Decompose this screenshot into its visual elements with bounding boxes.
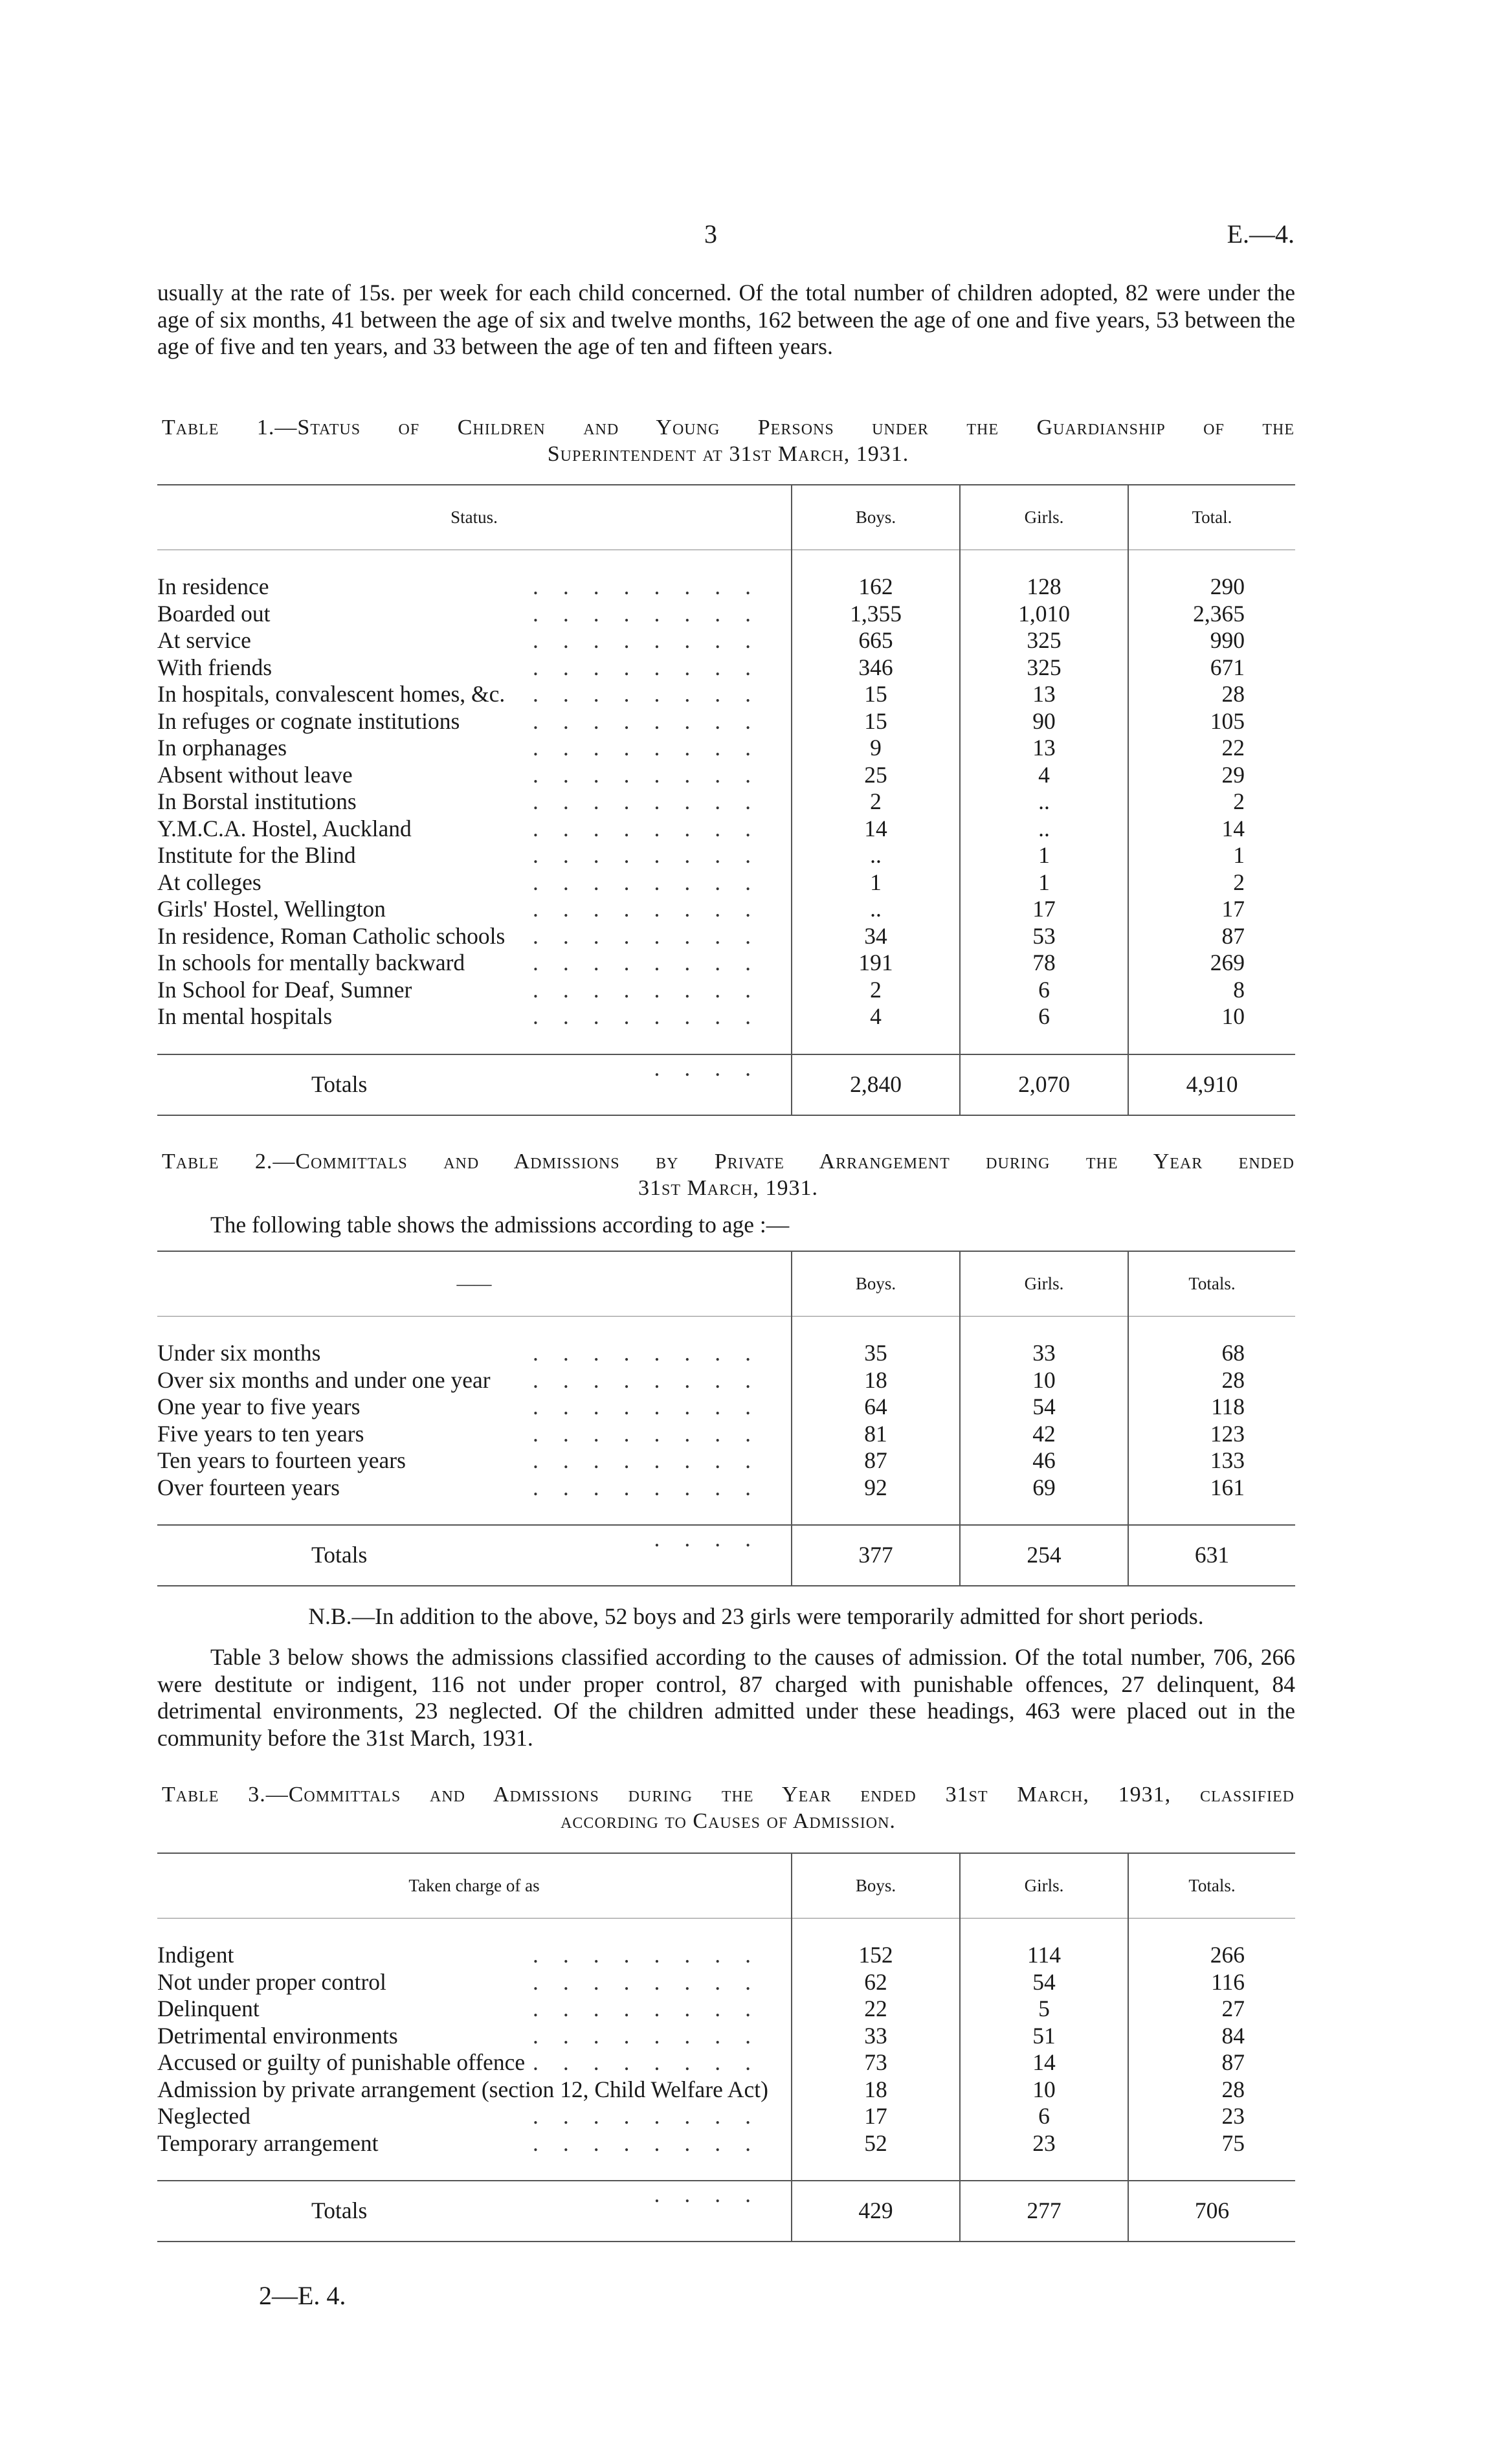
leader-dots: .... [654, 2181, 775, 2207]
table-row [157, 1474, 1295, 1502]
table-row [157, 681, 1295, 708]
cell-girls: 46 [960, 1447, 1128, 1474]
leader-dots: ........ [533, 1003, 775, 1029]
totals-cell-boys: 2,840 [792, 1054, 960, 1115]
cell-girls: 6 [960, 2103, 1128, 2130]
page-number: 3 [704, 219, 717, 249]
totals-cell-girls: 254 [960, 1525, 1128, 1586]
leader-dots: ........ [533, 922, 775, 949]
row-label [157, 2049, 792, 2076]
cell-boys: 73 [792, 2049, 960, 2076]
cell-girls: 78 [960, 950, 1128, 977]
row-label-text: In residence, Roman Catholic schools [157, 923, 509, 949]
totals-label [157, 2181, 792, 2242]
table3-intro-paragraph: Table 3 below shows the admissions classified according to the causes of admission. Of the total number, 706, 266 were destitute or indigent, 116 not under proper control, 87 charged with punishable offences, 27 delinquent, 84 detrimental environments, 23 neglected. Of the children admitted under these headings, 463 were placed out in the community before the 31st March, 1931. [157, 1644, 1295, 1751]
cell-girls: 1 [960, 842, 1128, 869]
cell-total: 671 [1128, 654, 1295, 682]
cell-total: 68 [1128, 1340, 1295, 1367]
leader-dots: ........ [533, 735, 775, 761]
cell-boys: 34 [792, 923, 960, 950]
cell-total: 87 [1128, 923, 1295, 950]
cell-girls: 10 [960, 2076, 1128, 2104]
cell-girls: 54 [960, 1969, 1128, 1996]
row-label [157, 601, 792, 628]
row-label-text: In Borstal institutions [157, 788, 361, 814]
cell-total: 123 [1128, 1421, 1295, 1448]
totals-row [157, 2181, 1295, 2242]
cell-boys: 87 [792, 1447, 960, 1474]
table-row [157, 735, 1295, 762]
cell-boys: 1,355 [792, 601, 960, 628]
row-label [157, 708, 792, 735]
row-label-text: In School for Deaf, Sumner [157, 977, 416, 1003]
cell-boys: 9 [792, 735, 960, 762]
cell-boys: 14 [792, 816, 960, 843]
cell-total: 990 [1128, 627, 1295, 654]
row-label [157, 1942, 792, 1969]
leader-dots: ........ [533, 1420, 775, 1447]
cell-boys: 33 [792, 2023, 960, 2050]
table-row [157, 762, 1295, 789]
cell-girls: 23 [960, 2130, 1128, 2157]
totals-label-text: Totals [311, 1071, 371, 1097]
table2-caption [162, 1148, 1295, 1201]
cell-girls: 6 [960, 977, 1128, 1004]
leader-dots: ........ [533, 627, 775, 653]
cell-total: 14 [1128, 816, 1295, 843]
totals-row [157, 1054, 1295, 1115]
cell-girls: 53 [960, 923, 1128, 950]
cell-total: 28 [1128, 681, 1295, 708]
row-label [157, 788, 792, 816]
table-row [157, 896, 1295, 923]
cell-boys: 2 [792, 788, 960, 816]
cell-total: 27 [1128, 1996, 1295, 2023]
cell-total: 266 [1128, 1942, 1295, 1969]
table-row [157, 601, 1295, 628]
leader-dots: ........ [533, 1996, 775, 2021]
cell-total: 10 [1128, 1003, 1295, 1030]
row-label [157, 627, 792, 654]
totals-cell-girls: 2,070 [960, 1054, 1128, 1115]
cell-boys: 1 [792, 869, 960, 896]
table-row [157, 1367, 1295, 1394]
cell-boys: 162 [792, 573, 960, 601]
cell-girls: 54 [960, 1394, 1128, 1421]
row-label-text: Ten years to fourteen years [157, 1447, 410, 1473]
row-label-text: In schools for mentally backward [157, 950, 469, 975]
cell-girls: 6 [960, 1003, 1128, 1030]
row-label-text: Detrimental environments [157, 2023, 402, 2049]
totals-cell-total: 4,910 [1128, 1054, 1295, 1115]
cell-boys: 35 [792, 1340, 960, 1367]
row-label [157, 842, 792, 869]
row-label [157, 869, 792, 896]
row-label [157, 762, 792, 789]
cell-girls: 42 [960, 1421, 1128, 1448]
table-row [157, 708, 1295, 735]
cell-total: 290 [1128, 573, 1295, 601]
leader-dots: ........ [533, 1474, 775, 1500]
leader-dots: ........ [533, 2022, 775, 2049]
leader-dots: ........ [533, 950, 775, 975]
row-label [157, 1474, 792, 1502]
table-row [157, 923, 1295, 950]
cell-boys: 17 [792, 2103, 960, 2130]
cell-boys: 191 [792, 950, 960, 977]
row-label [157, 735, 792, 762]
row-label-text: Over six months and under one year [157, 1367, 495, 1393]
row-label-text: At service [157, 627, 255, 653]
leader-dots: .... [654, 1054, 775, 1081]
row-label [157, 1996, 792, 2023]
cell-boys: 52 [792, 2130, 960, 2157]
row-label-text: Under six months [157, 1340, 324, 1366]
cell-total: 1 [1128, 842, 1295, 869]
row-label [157, 816, 792, 843]
totals-label [157, 1525, 792, 1586]
row-label-text: Neglected [157, 2103, 254, 2129]
cell-total: 75 [1128, 2130, 1295, 2157]
cell-girls: .. [960, 816, 1128, 843]
table-row [157, 1447, 1295, 1474]
table-row [157, 1421, 1295, 1448]
table3-col-total: Totals. [1128, 1853, 1295, 1919]
table-row [157, 1394, 1295, 1421]
cell-girls: 325 [960, 627, 1128, 654]
cell-total: 2,365 [1128, 601, 1295, 628]
row-label-text: Y.M.C.A. Hostel, Auckland [157, 816, 416, 841]
leader-dots: ........ [533, 573, 775, 599]
table-row [157, 869, 1295, 896]
cell-total: 28 [1128, 1367, 1295, 1394]
row-label [157, 1421, 792, 1448]
row-label-text: Boarded out [157, 601, 274, 627]
totals-row [157, 1525, 1295, 1586]
table2-col-label: —— [157, 1251, 792, 1317]
table-row [157, 2103, 1295, 2130]
cell-boys: 64 [792, 1394, 960, 1421]
row-label-text: In mental hospitals [157, 1003, 336, 1029]
leader-dots: ........ [533, 761, 775, 788]
cell-girls: 13 [960, 681, 1128, 708]
table2-header-row [157, 1251, 1295, 1317]
cell-girls: 128 [960, 573, 1128, 601]
leader-dots: ........ [533, 654, 775, 680]
cell-total: 22 [1128, 735, 1295, 762]
cell-boys: 152 [792, 1942, 960, 1969]
table1-col-status: Status. [157, 485, 792, 550]
row-label-text: Indigent [157, 1942, 238, 1968]
table3-col-boys: Boys. [792, 1853, 960, 1919]
cell-total: 118 [1128, 1394, 1295, 1421]
table-row [157, 816, 1295, 843]
table2-body [157, 1317, 1295, 1586]
table-row [157, 950, 1295, 977]
cell-girls: 14 [960, 2049, 1128, 2076]
table1-caption-line1: Table 1.—Status of Children and Young Persons under the Guardianship of the [162, 416, 1295, 440]
row-label [157, 923, 792, 950]
row-label [157, 2103, 792, 2130]
totals-cell-total: 631 [1128, 1525, 1295, 1586]
leader-dots: ........ [533, 1447, 775, 1473]
table2-col-girls: Girls. [960, 1251, 1128, 1317]
leader-dots: ........ [533, 600, 775, 627]
table1-body [157, 550, 1295, 1115]
cell-boys: .. [792, 842, 960, 869]
table-row [157, 842, 1295, 869]
row-label-text: Absent without leave [157, 762, 357, 788]
totals-cell-boys: 429 [792, 2181, 960, 2242]
cell-girls: 69 [960, 1474, 1128, 1502]
row-label [157, 896, 792, 923]
row-label [157, 1340, 792, 1367]
cell-girls: 10 [960, 1367, 1128, 1394]
leader-dots: ........ [533, 788, 775, 814]
leader-dots: ........ [533, 842, 775, 868]
cell-total: 2 [1128, 869, 1295, 896]
leader-dots: ........ [533, 1394, 775, 1419]
leader-dots: ........ [533, 1340, 775, 1366]
table-row [157, 1003, 1295, 1030]
cell-total: 28 [1128, 2076, 1295, 2104]
cell-total: 87 [1128, 2049, 1295, 2076]
cell-total: 116 [1128, 1969, 1295, 1996]
cell-total: 23 [1128, 2103, 1295, 2130]
table2-caption-line1: Table 2.—Committals and Admissions by Private Arrangement during the Year ended [162, 1150, 1295, 1174]
row-label [157, 2130, 792, 2157]
cell-girls: 90 [960, 708, 1128, 735]
table-row [157, 627, 1295, 654]
table-row [157, 1996, 1295, 2023]
table3-col-label: Taken charge of as [157, 1853, 792, 1919]
table2-caption-line2: 31st March, 1931. [638, 1176, 818, 1200]
leader-dots: ........ [533, 976, 775, 1003]
cell-boys: 81 [792, 1421, 960, 1448]
row-label [157, 654, 792, 682]
table-row [157, 2023, 1295, 2050]
row-label-text: Girls' Hostel, Wellington [157, 896, 390, 922]
cell-boys: 15 [792, 681, 960, 708]
row-label-text: With friends [157, 654, 276, 680]
row-label-text: In orphanages [157, 735, 291, 761]
cell-boys: 22 [792, 1996, 960, 2023]
row-label-text: Accused or guilty of punishable offence [157, 2049, 529, 2075]
cell-girls: 4 [960, 762, 1128, 789]
table-row [157, 573, 1295, 601]
leader-dots: ........ [533, 869, 775, 895]
table3-caption [162, 1781, 1295, 1834]
cell-total: 17 [1128, 896, 1295, 923]
leader-dots: ........ [533, 2049, 775, 2075]
cell-girls: 1 [960, 869, 1128, 896]
cell-girls: 5 [960, 1996, 1128, 2023]
row-label-text: At colleges [157, 869, 265, 895]
table1-header-row [157, 485, 1295, 550]
cell-boys: 92 [792, 1474, 960, 1502]
row-label-text: In refuges or cognate institutions [157, 708, 463, 734]
row-label-text: In hospitals, convalescent homes, &c. [157, 681, 509, 707]
cell-boys: 62 [792, 1969, 960, 1996]
table3-col-girls: Girls. [960, 1853, 1128, 1919]
leader-dots: ........ [533, 2103, 775, 2129]
cell-girls: 51 [960, 2023, 1128, 2050]
cell-boys: 4 [792, 1003, 960, 1030]
row-label-text: Not under proper control [157, 1969, 390, 1995]
row-label [157, 1394, 792, 1421]
cell-girls: 1,010 [960, 601, 1128, 628]
row-label [157, 1969, 792, 1996]
row-label-text: One year to five years [157, 1394, 364, 1419]
row-label-text: Over fourteen years [157, 1474, 344, 1500]
nb-note: N.B.—In addition to the above, 52 boys and 23 girls were temporarily admitted for short periods. [308, 1603, 1204, 1629]
table3-caption-line2: according to Causes of Admission. [561, 1809, 896, 1833]
table3-caption-line1: Table 3.—Committals and Admissions during the Year ended 31st March, 1931, classified [162, 1783, 1295, 1807]
leader-dots: ........ [533, 2130, 775, 2156]
totals-cell-girls: 277 [960, 2181, 1128, 2242]
table-row [157, 977, 1295, 1004]
cell-girls: 13 [960, 735, 1128, 762]
row-label [157, 1367, 792, 1394]
row-label [157, 1447, 792, 1474]
page-footer: 2—E. 4. [259, 2281, 346, 2310]
totals-label-text: Totals [311, 2198, 371, 2223]
leader-dots: ........ [533, 1968, 775, 1995]
leader-dots: ........ [533, 815, 775, 841]
cell-boys: 18 [792, 1367, 960, 1394]
row-label-text: In residence [157, 573, 272, 599]
row-label [157, 681, 792, 708]
table3-header-row [157, 1853, 1295, 1919]
cell-total: 84 [1128, 2023, 1295, 2050]
cell-girls: 114 [960, 1942, 1128, 1969]
leader-dots: ........ [533, 896, 775, 922]
row-label-text: Delinquent [157, 1996, 263, 2021]
cell-total: 133 [1128, 1447, 1295, 1474]
cell-boys: 665 [792, 627, 960, 654]
totals-label [157, 1054, 792, 1115]
table3-body [157, 1919, 1295, 2242]
cell-total: 161 [1128, 1474, 1295, 1502]
table2-col-total: Totals. [1128, 1251, 1295, 1317]
table1 [157, 484, 1295, 1116]
intro-paragraph: usually at the rate of 15s. per week for each child concerned. Of the total number of children adopted, 82 were under the age of six months, 41 between the age of six and twelve months, 162 between the age of one and five years, 53 between the age of five and ten years, and 33 between the age of ten and fifteen years. [157, 280, 1295, 359]
leader-dots: ........ [533, 1366, 775, 1393]
table-row [157, 2076, 1295, 2104]
row-label [157, 977, 792, 1004]
table1-caption [162, 414, 1295, 467]
table3 [157, 1853, 1295, 2242]
table-row [157, 654, 1295, 682]
table-row [157, 1942, 1295, 1969]
row-label [157, 2023, 792, 2050]
row-label [157, 573, 792, 601]
table2-lead-text: The following table shows the admissions according to age :— [210, 1212, 790, 1238]
cell-girls: 33 [960, 1340, 1128, 1367]
cell-boys: 25 [792, 762, 960, 789]
totals-cell-total: 706 [1128, 2181, 1295, 2242]
cell-total: 8 [1128, 977, 1295, 1004]
totals-cell-boys: 377 [792, 1525, 960, 1586]
leader-dots: ........ [533, 681, 775, 707]
cell-boys: .. [792, 896, 960, 923]
leader-dots: ........ [533, 707, 775, 734]
row-label [157, 1003, 792, 1030]
cell-girls: 325 [960, 654, 1128, 682]
row-label-text: Institute for the Blind [157, 842, 360, 868]
cell-boys: 15 [792, 708, 960, 735]
table1-caption-line2: Superintendent at 31st March, 1931. [547, 442, 909, 466]
cell-boys: 18 [792, 2076, 960, 2104]
table1-col-total: Total. [1128, 485, 1295, 550]
leader-dots: .... [654, 1526, 775, 1552]
cell-girls: .. [960, 788, 1128, 816]
table2 [157, 1251, 1295, 1586]
row-label: Admission by private arrangement (section 12, Child Welfare Act) [157, 2076, 768, 2102]
table-row [157, 1340, 1295, 1367]
totals-label-text: Totals [311, 1542, 371, 1568]
cell-total: 105 [1128, 708, 1295, 735]
cell-total: 2 [1128, 788, 1295, 816]
cell-total: 269 [1128, 950, 1295, 977]
table1-col-boys: Boys. [792, 485, 960, 550]
cell-boys: 2 [792, 977, 960, 1004]
document-reference: E.—4. [1227, 219, 1295, 249]
table-row [157, 788, 1295, 816]
cell-girls: 17 [960, 896, 1128, 923]
table-row [157, 2130, 1295, 2157]
cell-boys: 346 [792, 654, 960, 682]
cell-total: 29 [1128, 762, 1295, 789]
table-row [157, 1969, 1295, 1996]
table2-col-boys: Boys. [792, 1251, 960, 1317]
row-label-text: Temporary arrangement [157, 2130, 383, 2156]
leader-dots: ........ [533, 1942, 775, 1968]
table1-col-girls: Girls. [960, 485, 1128, 550]
row-label [157, 950, 792, 977]
table-row [157, 2049, 1295, 2076]
row-label-text: Five years to ten years [157, 1421, 368, 1447]
